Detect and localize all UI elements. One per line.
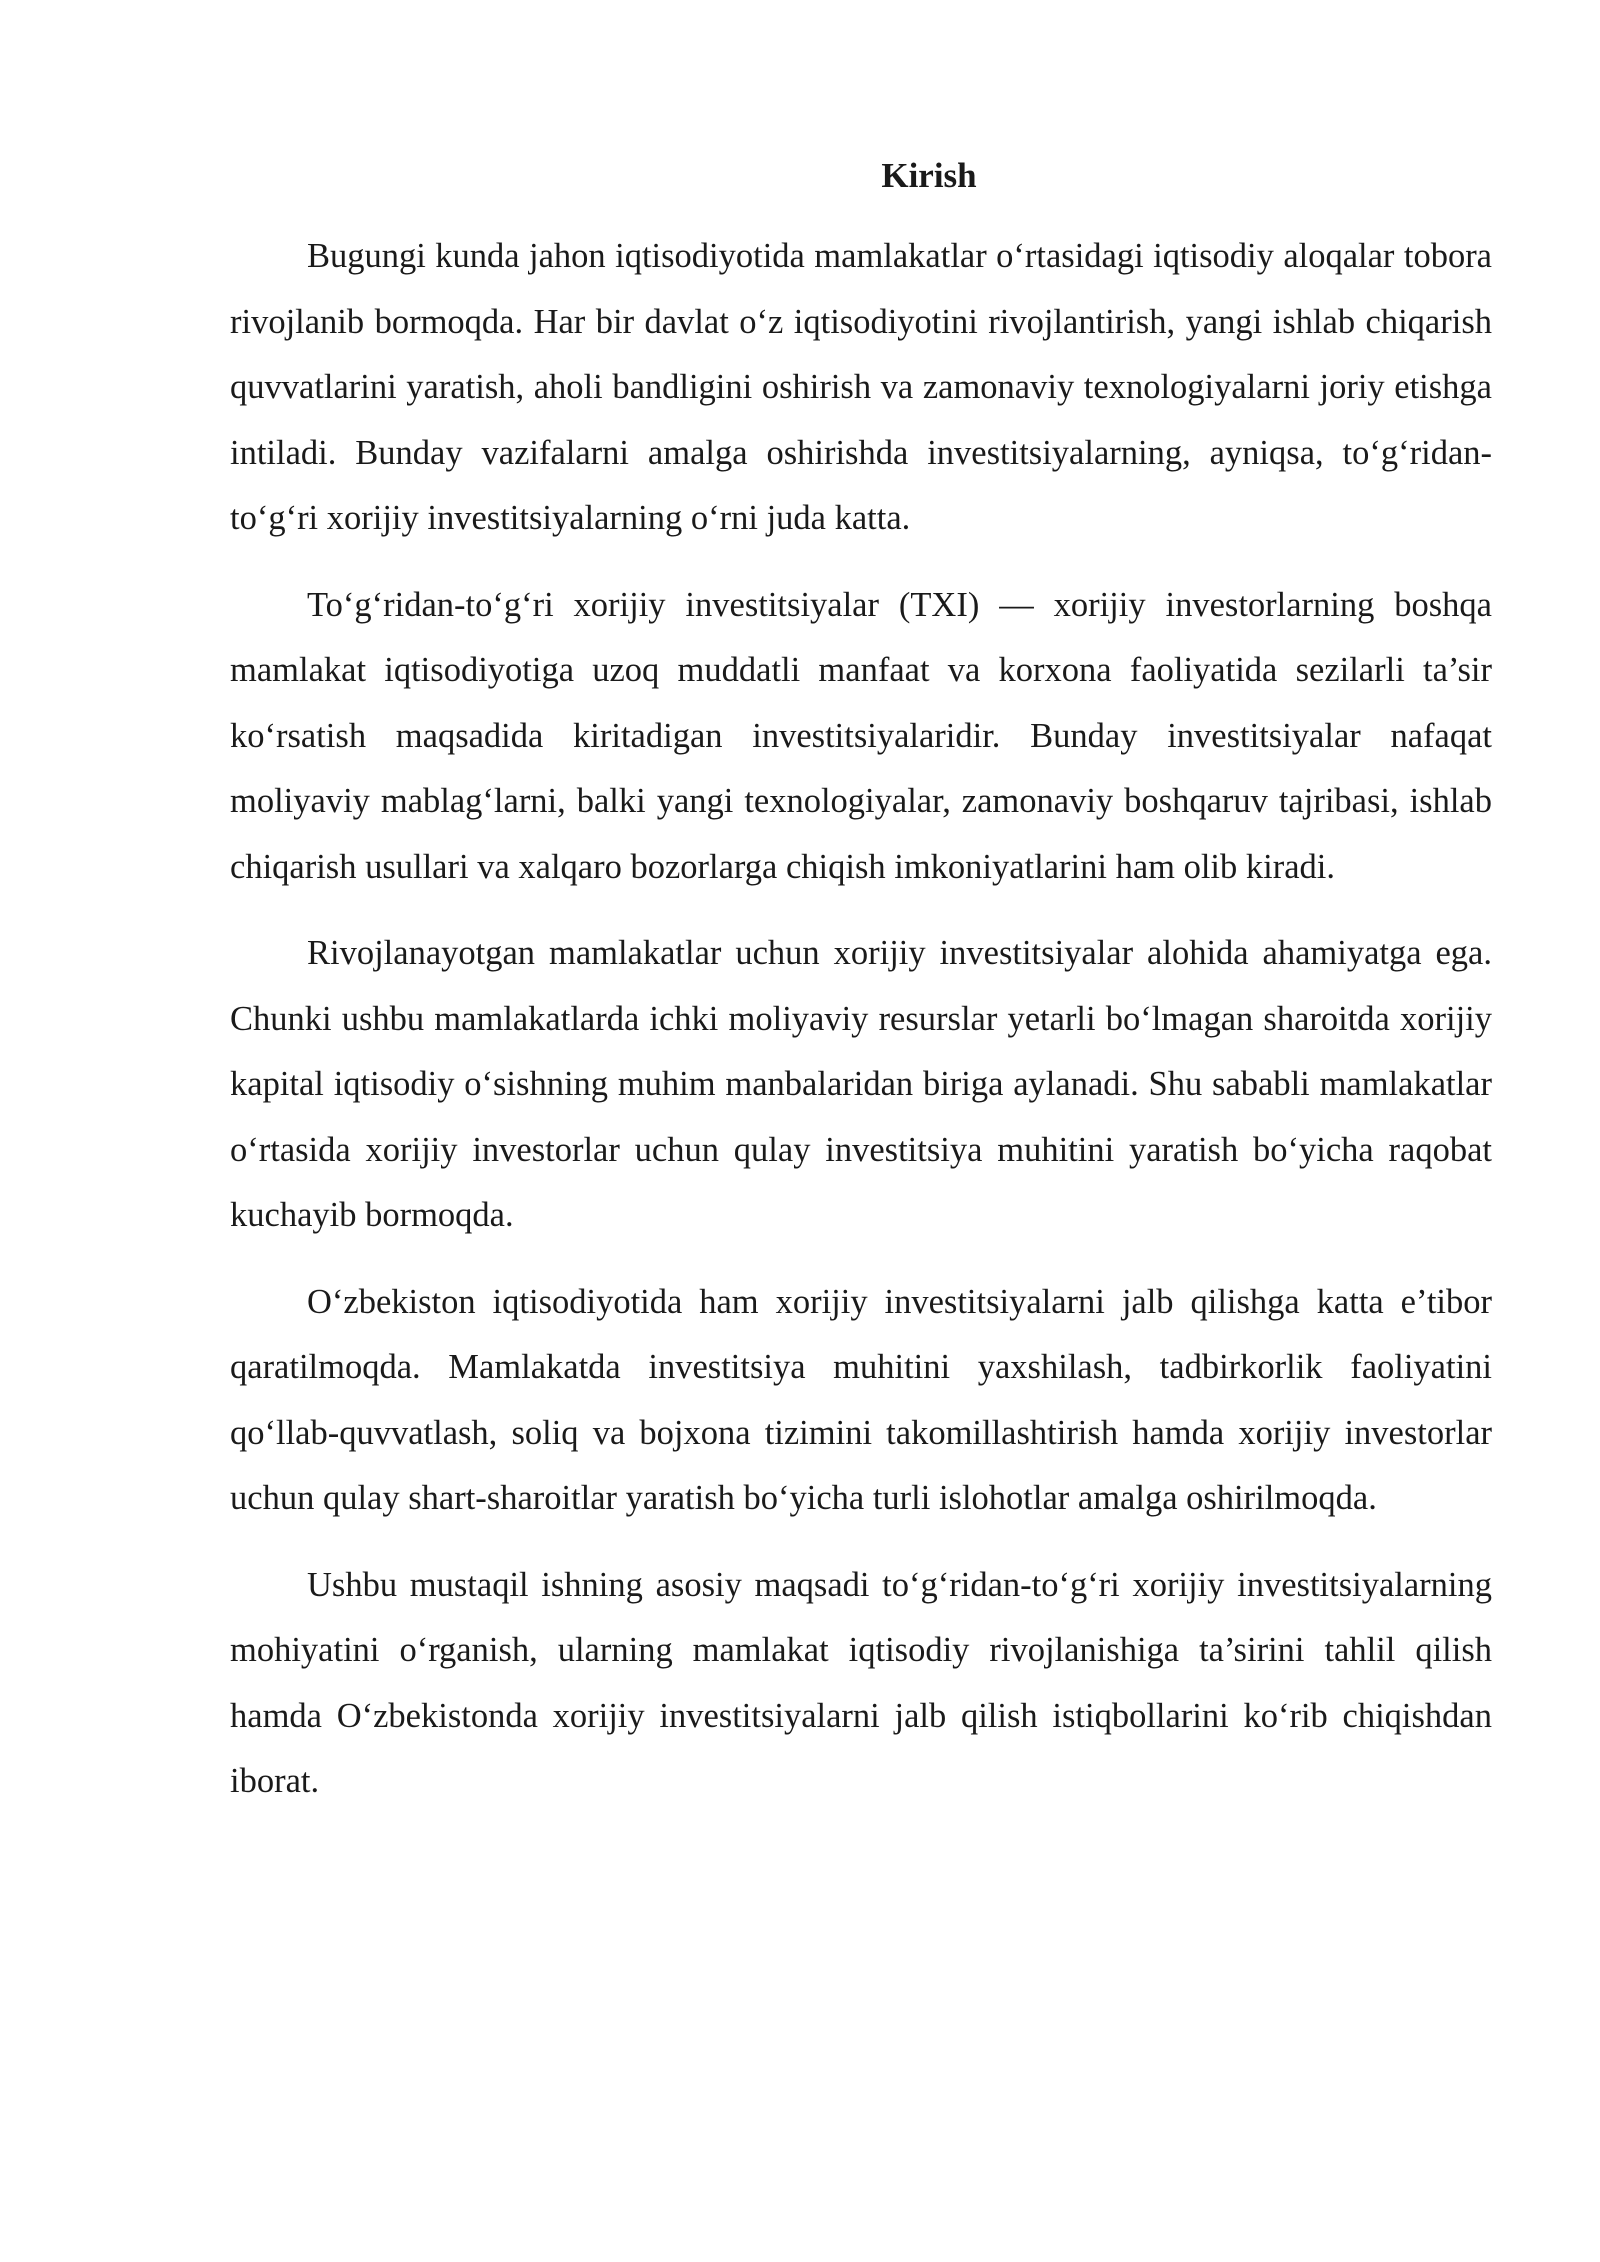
paragraph-uzbekistan: O‘zbekiston iqtisodiyotida ham xorijiy investitsiyalarni jalb qilishga katta e’tibor qaratilmoqda. Mamlakatda investitsiya muhitini yaxshilash, tadbirkorlik faoliyatini qo‘llab-quvvatlash, soliq va bojxona tizimini takomillashtirish hamda xorijiy investorlar uchun qulay shart-sharoitlar yaratish bo‘yicha turli islohotlar amalga oshirilmoqda. bbox=[230, 1282, 1492, 1517]
page-title: Kirish bbox=[881, 156, 977, 195]
paragraph-purpose: Ushbu mustaqil ishning asosiy maqsadi to‘g‘ridan-to‘g‘ri xorijiy investitsiyalarning mohiyatini o‘rganish, ularning mamlakat iqtisodiy rivojlanishiga ta’sirini tahlil qilish hamda O‘zbekistonda xorijiy investitsiyalarni jalb qilish istiqbollarini ko‘rib chiqishdan iborat. bbox=[230, 1565, 1492, 1800]
paragraph-intro: Bugungi kunda jahon iqtisodiyotida mamlakatlar o‘rtasidagi iqtisodiy aloqalar tobora rivojlanib bormoqda. Har bir davlat o‘z iqtisodiyotini rivojlantirish, yangi ishlab chiqarish quvvatlarini yaratish, aholi bandligini oshirish va zamonaviy texnologiyalarni joriy etishga intiladi. Bunday vazifalarni amalga oshirishda investitsiyalarning, ayniqsa, to‘g‘ridan-to‘g‘ri xorijiy investitsiyalarning o‘rni juda katta. bbox=[230, 237, 1492, 537]
paragraph-fdi-definition: To‘g‘ridan-to‘g‘ri xorijiy investitsiyalar (TXI) — xorijiy investorlarning boshqa mamlakat iqtisodiyotiga uzoq muddatli manfaat va korxona faoliyatida sezilarli ta’sir ko‘rsatish maqsadida kiritadigan investitsiyalaridir. Bunday investitsiyalar nafaqat moliyaviy mablag‘larni, balki yangi texnologiyalar, zamonaviy boshqaruv tajribasi, ishlab chiqarish usullari va xalqaro bozorlarga chiqish imkoniyatlarini ham olib kiradi. bbox=[230, 585, 1492, 886]
document-body bbox=[230, 148, 1492, 1836]
paragraph-developing-countries: Rivojlanayotgan mamlakatlar uchun xorijiy investitsiyalar alohida ahamiyatga ega. Chunki ushbu mamlakatlarda ichki moliyaviy resurslar yetarli bo‘lmagan sharoitda xorijiy kapital iqtisodiy o‘sishning muhim manbalaridan biriga aylanadi. Shu sababli mamlakatlar o‘rtasida xorijiy investorlar uchun qulay investitsiya muhitini yaratish bo‘yicha raqobat kuchayib bormoqda. bbox=[230, 934, 1492, 1234]
